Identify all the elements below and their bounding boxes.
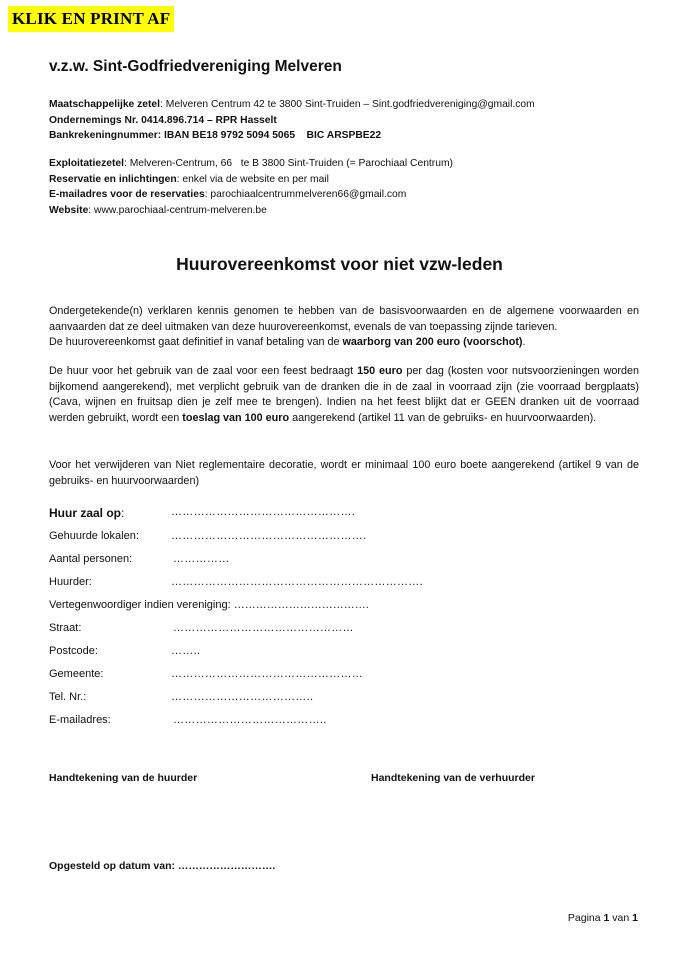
info-row: Exploitatiezetel: Melveren-Centrum, 66 te B 3800 Sint-Truiden (= Parochiaal Centrum) [49,158,453,169]
landlord-signature-label: Handtekening van de verhuurder [371,772,535,784]
form-row-rental-date: Huur zaal op: …………………………………………. [49,506,356,520]
rental-date-field[interactable]: …………………………………………. [171,506,356,518]
form-row-email: E-mailadres: ………………………………….. [49,714,327,726]
organization-title: v.z.w. Sint-Godfriedvereniging Melveren [49,58,342,75]
form-row-persons: Aantal personen: …………… [49,553,230,565]
info-row: E-mailadres voor de reservaties: parochiaalcentrummelveren66@gmail.com [49,189,407,200]
document-title: Huurovereenkomst voor niet vzw-leden [176,254,503,274]
tenant-field[interactable]: …………………………………………………………. [171,576,423,588]
form-row-street: Straat: ………………………………………… [49,622,354,634]
form-row-representative: Vertegenwoordiger indien vereniging: ………………………………. [49,599,369,611]
info-row: Website: www.parochiaal-centrum-melveren.be [49,204,267,216]
info-row: Ondernemings Nr. 0414.896.714 – RPR Hasselt [49,114,277,126]
form-row-rooms: Gehuurde lokalen: ……………………………………………. [49,530,367,542]
rooms-field[interactable]: ……………………………………………. [171,530,367,542]
persons-field[interactable]: …………… [173,553,230,565]
page-number: Pagina 1 van 1 [567,912,638,924]
registered-office-block [49,97,535,144]
municipality-field[interactable]: …………………………………………… [171,668,364,680]
drawn-up-date: Opgesteld op datum van: ………………………. [49,860,276,872]
form-row-municipality: Gemeente: …………………………………………… [49,668,364,680]
phone-field[interactable]: ……………………………….. [171,691,314,703]
form-row-tenant: Huurder: …………………………………………………………. [49,576,423,588]
street-field[interactable]: ………………………………………… [173,622,354,634]
tenant-signature-label: Handtekening van de huurder [49,772,198,784]
info-row: Maatschappelijke zetel: Melveren Centrum 42 te 3800 Sint-Truiden – Sint.godfriedvereniging@gmail.com [49,99,535,110]
operating-office-block [49,156,453,218]
intro-paragraph: Ondergetekende(n) verklaren kennis genomen te hebben van de basisvoorwaarden en de algemene voorwaarden en aanvaarden dat ze deel uitmaken van deze huurovereenkomst, evenals de van toepassing zijnde tarieven. De huurovereenkomst gaat definitief in vanaf betaling van de waarborg van 200 euro (voorschot). [49,305,639,348]
email-field[interactable]: ………………………………….. [173,714,327,726]
print-button[interactable]: KLIK EN PRINT AF [8,6,174,32]
form-row-postcode: Postcode: …….. [49,645,201,657]
info-row: Reservatie en inlichtingen: enkel via de website en per mail [49,173,329,185]
info-row: Bankrekeningnummer: IBAN BE18 9792 5094 5065 BIC ARSPBE22 [49,130,382,141]
postcode-field[interactable]: …….. [171,645,201,657]
rental-price-paragraph: De huur voor het gebruik van de zaal voor een feest bedraagt 150 euro per dag (kosten voor nutsvoorzieningen worden bijkomend aangerekend), met verplicht gebruik van de dranken die in de zaal in voorraad zijn (zie voorraad bergplaats) (Cava, wijnen en fruitsap dien je zelf mee te brengen). Indien na het feest blijkt dat er GEEN dranken uit de voorraad werden gebruikt, wordt een toeslag van 100 euro aangerekend (artikel 11 van de gebruiks- en huurvoorwaarden). [49,365,639,424]
form-row-phone: Tel. Nr.: ……………………………….. [49,691,314,703]
representative-field[interactable]: ………………………………. [233,599,369,611]
decoration-paragraph: Voor het verwijderen van Niet reglementaire decoratie, wordt er minimaal 100 euro boete aangerekend (artikel 9 van de gebruiks- en huurvoorwaarden) [49,459,639,487]
